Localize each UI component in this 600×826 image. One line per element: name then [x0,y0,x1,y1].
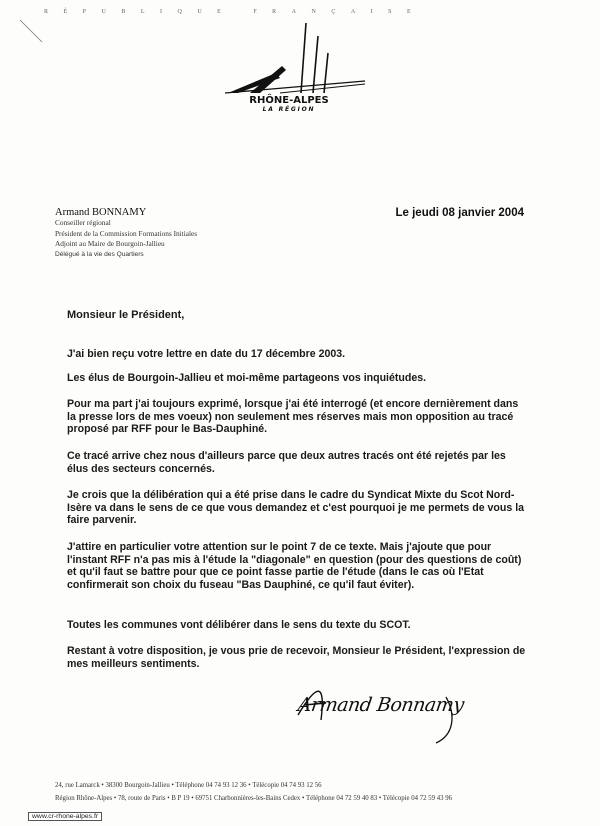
sender-name: Armand BONNAMY [55,207,147,218]
republique-francaise-header: RÉPUBLIQUE FRANÇAISE [44,9,427,15]
paragraph: J'attire en particulier votre attention sur le point 7 de ce texte. Mais j'ajoute que pour l'instant RFF n'a pas mis à l'étude la "diagonale" en question (pour des questions de coût) et qu'il faut se battre pour que ce point fasse partie de l'étude (dans le cas où l'Etat confirmerait son choix du fuseau "Bas Dauphiné, ce qu'il faut éviter). [67,541,522,591]
signature: Armand Bonnamy [296,694,466,716]
logo-wordmark: RHÔNE-ALPES [249,95,329,106]
paragraph: Toutes les communes vont délibérer dans le sens du texte du SCOT. [67,619,411,631]
sender-role: Conseiller régional [55,218,111,227]
sender-role: Délégué à la vie des Quartiers [55,250,144,258]
web-address-link[interactable]: www.cr-rhone-alpes.fr [28,812,102,821]
letter-date: Le jeudi 08 janvier 2004 [395,207,524,219]
paragraph: J'ai bien reçu votre lettre en date du 17 décembre 2003. [67,348,346,360]
paragraph: Pour ma part j'ai toujours exprimé, lorsque j'ai été interrogé (et encore dernièrement dans la presse lors de mes voeux) non seulement mes réserves mais mon opposition au tracé proposé par RFF pour le Bas-Dauphiné. [67,398,519,436]
sender-role: Président de la Commission Formations Initiales [55,228,198,238]
logo-tagline: LA RÉGION [262,106,316,113]
salutation: Monsieur le Président, [67,309,185,321]
sender-role: Adjoint au Maire de Bourgoin-Jallieu [55,239,165,248]
paragraph: Ce tracé arrive chez nous d'ailleurs parce que deux autres tracés ont été rejetés par les élus des secteurs concernés. [67,450,506,475]
footer-address: 24, rue Lamarck • 38300 Bourgoin-Jallieu • Téléphone 04 74 93 12 36 • Télécopie 04 74 93 12 56 [55,782,322,789]
paragraph: Je crois que la délibération qui a été prise dans le cadre du Syndicat Mixte du Scot Nord-Isère va dans le sens de ce que vous demandez et c'est pourquoi je me permets de vous la faire parvenir. [67,489,525,527]
sender-block [55,207,197,260]
corner-mark-icon [18,18,48,48]
footer-region-address: Région Rhône-Alpes • 78, route de Paris • B P 19 • 69751 Charbonnières-les-Bains Cedex • Téléphone 04 72 59 40 83 • Télécopie 04 72 59 43 96 [55,795,453,802]
paragraph: Restant à votre disposition, je vous prie de recevoir, Monsieur le Président, l'expression de mes meilleurs sentiments. [67,645,526,670]
paragraph: Les élus de Bourgoin-Jallieu et moi-même partageons vos inquiétudes. [67,372,427,384]
